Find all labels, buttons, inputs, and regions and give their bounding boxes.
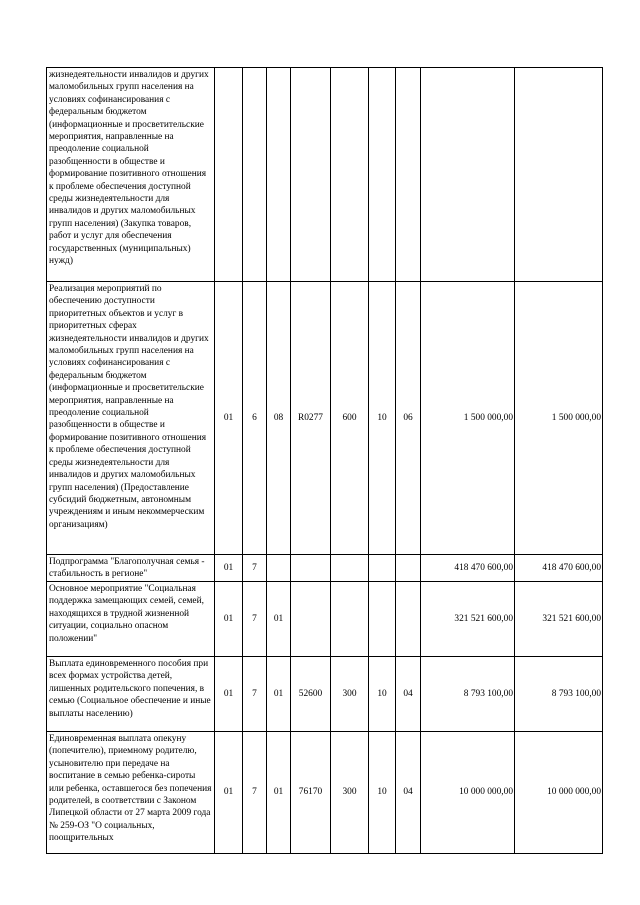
code-measure	[267, 68, 291, 282]
amount-year-2: 418 470 600,00	[515, 555, 603, 582]
row-description: Основное мероприятие "Социальная поддержка замещающих семей, семей, находящихся в трудной жизненной ситуации, социально опасном положении"	[47, 582, 215, 657]
code-section: 10	[369, 282, 396, 555]
code-subprogram: 7	[243, 555, 267, 582]
code-section: 10	[369, 732, 396, 854]
code-measure	[267, 555, 291, 582]
code-subsection: 06	[396, 282, 421, 555]
code-expense-type: 300	[331, 732, 369, 854]
row-description: Реализация мероприятий по обеспечению доступности приоритетных объектов и услуг в приоритетных сферах жизнедеятельности инвалидов и других маломобильных групп населения на условиях софинансирования с федеральным бюджетом (информационные и просветительские мероприятия, направленные на преодоление социальной разобщенности в обществе и формирование позитивного отношения к проблеме обеспечения доступной среды жизнедеятельности для инвалидов и других маломобильных групп населения) (Предоставление субсидий бюджетным, автономным учреждениям и иным некоммерческим организациям)	[47, 282, 215, 555]
code-subprogram: 6	[243, 282, 267, 555]
amount-year-2: 8 793 100,00	[515, 657, 603, 732]
row-description: Выплата единовременного пособия при всех формах устройства детей, лишенных родительского попечения, в семью (Социальное обеспечение и иные выплаты населению)	[47, 657, 215, 732]
amount-year-2: 321 521 600,00	[515, 582, 603, 657]
code-subprogram: 7	[243, 657, 267, 732]
amount-year-2: 1 500 000,00	[515, 282, 603, 555]
code-section: 10	[369, 657, 396, 732]
amount-year-2: 10 000 000,00	[515, 732, 603, 854]
code-direction	[291, 68, 331, 282]
code-expense-type	[331, 68, 369, 282]
amount-year-1: 10 000 000,00	[421, 732, 515, 854]
row-description: Подпрограмма "Благополучная семья - стабильность в регионе"	[47, 555, 215, 582]
amount-year-2	[515, 68, 603, 282]
table-row	[47, 282, 603, 555]
table-row	[47, 657, 603, 732]
code-direction	[291, 555, 331, 582]
code-measure: 01	[267, 582, 291, 657]
code-subprogram: 7	[243, 732, 267, 854]
amount-year-1: 418 470 600,00	[421, 555, 515, 582]
code-measure: 08	[267, 282, 291, 555]
code-expense-type: 300	[331, 657, 369, 732]
code-subprogram: 7	[243, 582, 267, 657]
code-subsection	[396, 68, 421, 282]
code-section	[369, 582, 396, 657]
code-direction: 76170	[291, 732, 331, 854]
code-subsection	[396, 555, 421, 582]
code-program	[215, 68, 243, 282]
row-description: Единовременная выплата опекуну (попечителю), приемному родителю, усыновителю при передаче на воспитание в семью ребенка-сироты или ребенка, оставшегося без попечения родителей, в соответствии с Законом Липецкой области от 27 марта 2009 года № 259-ОЗ "О социальных, поощрительных	[47, 732, 215, 854]
code-program: 01	[215, 582, 243, 657]
code-section	[369, 68, 396, 282]
code-program: 01	[215, 732, 243, 854]
table-row	[47, 555, 603, 582]
code-subsection: 04	[396, 732, 421, 854]
code-program: 01	[215, 657, 243, 732]
code-subprogram	[243, 68, 267, 282]
amount-year-1: 8 793 100,00	[421, 657, 515, 732]
amount-year-1: 321 521 600,00	[421, 582, 515, 657]
code-subsection: 04	[396, 657, 421, 732]
amount-year-1	[421, 68, 515, 282]
code-measure: 01	[267, 732, 291, 854]
row-description: жизнедеятельности инвалидов и других маломобильных групп населения на условиях софинансирования с федеральным бюджетом (информационные и просветительские мероприятия, направленные на преодоление социальной разобщенности в обществе и формирование позитивного отношения к проблеме обеспечения доступной среды жизнедеятельности для инвалидов и других маломобильных групп населения) (Закупка товаров, работ и услуг для обеспечения государственных (муниципальных) нужд)	[47, 68, 215, 282]
code-measure: 01	[267, 657, 291, 732]
code-program: 01	[215, 555, 243, 582]
budget-table	[46, 67, 603, 854]
table-row	[47, 582, 603, 657]
table-row	[47, 68, 603, 282]
code-section	[369, 555, 396, 582]
code-expense-type	[331, 555, 369, 582]
code-direction: 52600	[291, 657, 331, 732]
code-program: 01	[215, 282, 243, 555]
table-row	[47, 732, 603, 854]
amount-year-1: 1 500 000,00	[421, 282, 515, 555]
code-direction: R0277	[291, 282, 331, 555]
code-expense-type: 600	[331, 282, 369, 555]
code-direction	[291, 582, 331, 657]
code-subsection	[396, 582, 421, 657]
code-expense-type	[331, 582, 369, 657]
